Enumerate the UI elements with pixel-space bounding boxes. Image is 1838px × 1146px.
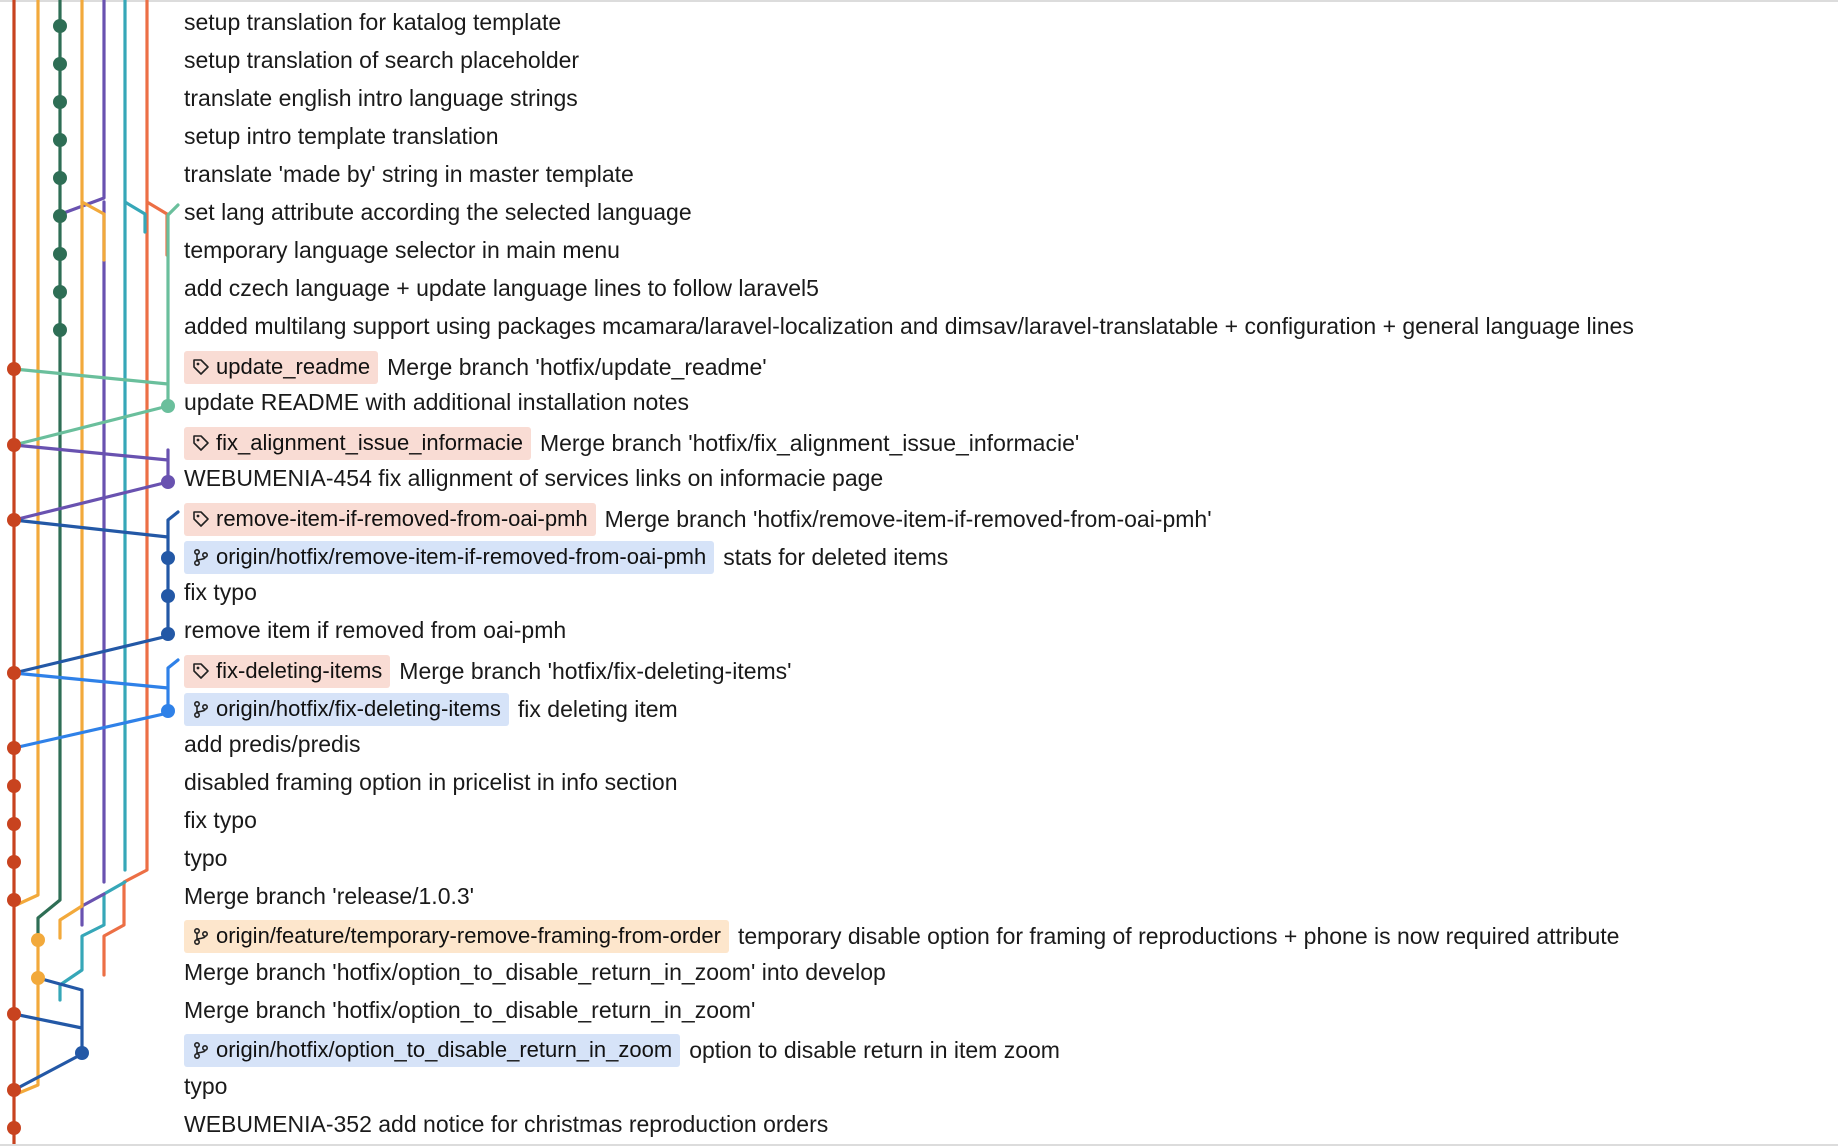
commit-row[interactable] xyxy=(184,611,1838,649)
ref-name: origin/hotfix/option_to_disable_return_in_zoom xyxy=(216,1037,673,1062)
tag-label[interactable] xyxy=(184,351,378,384)
commit-row[interactable] xyxy=(184,538,1838,576)
branch-icon xyxy=(192,700,210,718)
commit-row[interactable] xyxy=(184,991,1838,1029)
branch-label[interactable] xyxy=(184,693,509,726)
commit-message: typo xyxy=(184,1072,228,1099)
commit-message: Merge branch 'hotfix/fix-deleting-items' xyxy=(399,657,792,684)
commit-row[interactable] xyxy=(184,348,1838,386)
commit-message: setup translation of search placeholder xyxy=(184,46,580,73)
commit-row[interactable] xyxy=(184,117,1838,155)
tag-icon xyxy=(192,434,210,452)
commit-message: Merge branch 'hotfix/update_readme' xyxy=(387,353,767,380)
commit-row[interactable] xyxy=(184,1031,1838,1069)
tag-icon xyxy=(192,510,210,528)
commit-message: fix typo xyxy=(184,806,257,833)
commit-row[interactable] xyxy=(184,573,1838,611)
commit-row[interactable] xyxy=(184,383,1838,421)
commit-row[interactable] xyxy=(184,155,1838,193)
commit-message: update README with additional installation notes xyxy=(184,388,690,415)
commit-row[interactable] xyxy=(184,307,1838,345)
ref-name: origin/hotfix/remove-item-if-removed-from-oai-pmh xyxy=(216,544,707,569)
commit-message: disabled framing option in pricelist in info section xyxy=(184,768,678,795)
branch-icon xyxy=(192,548,210,566)
commit-row[interactable] xyxy=(184,269,1838,307)
branch-icon xyxy=(192,927,210,945)
commit-row[interactable] xyxy=(184,424,1838,462)
commit-message: WEBUMENIA-454 fix allignment of services links on informacie page xyxy=(184,464,884,491)
ref-name: update_readme xyxy=(216,354,371,379)
commit-row[interactable] xyxy=(184,79,1838,117)
commit-row[interactable] xyxy=(184,801,1838,839)
commit-message: Merge branch 'hotfix/remove-item-if-removed-from-oai-pmh' xyxy=(604,505,1212,532)
commit-row[interactable] xyxy=(184,500,1838,538)
commit-row[interactable] xyxy=(184,3,1838,41)
commit-message: temporary language selector in main menu xyxy=(184,236,620,263)
commit-message: remove item if removed from oai-pmh xyxy=(184,616,567,643)
commit-message: typo xyxy=(184,844,228,871)
commit-row[interactable] xyxy=(184,953,1838,991)
commit-message: setup translation for katalog template xyxy=(184,8,562,35)
commit-message: setup intro template translation xyxy=(184,122,499,149)
commit-row[interactable] xyxy=(184,877,1838,915)
tag-icon xyxy=(192,662,210,680)
ref-name: fix-deleting-items xyxy=(216,658,383,683)
commit-message: Merge branch 'release/1.0.3' xyxy=(184,882,475,909)
commit-row[interactable] xyxy=(184,193,1838,231)
commit-message: translate 'made by' string in master template xyxy=(184,160,634,187)
commit-row[interactable] xyxy=(184,725,1838,763)
commit-message: added multilang support using packages mcamara/laravel-localization and dimsav/laravel-translatable + configuration + general language lines xyxy=(184,312,1634,339)
branch-label[interactable] xyxy=(184,920,729,953)
branch-icon xyxy=(192,1041,210,1059)
commit-message: translate english intro language strings xyxy=(184,84,578,111)
commit-message: Merge branch 'hotfix/option_to_disable_return_in_zoom' xyxy=(184,996,756,1023)
commit-row[interactable] xyxy=(184,763,1838,801)
branch-label[interactable] xyxy=(184,541,714,574)
commit-message: Merge branch 'hotfix/fix_alignment_issue_informacie' xyxy=(539,429,1080,456)
ref-name: origin/feature/temporary-remove-framing-from-order xyxy=(216,923,721,948)
commit-message: add czech language + update language lines to follow laravel5 xyxy=(184,274,819,301)
commit-message: WEBUMENIA-352 add notice for christmas reproduction orders xyxy=(184,1110,829,1137)
ref-name: remove-item-if-removed-from-oai-pmh xyxy=(216,506,588,531)
commit-message: fix deleting item xyxy=(517,695,678,722)
commit-row[interactable] xyxy=(184,1105,1838,1143)
commit-message: add predis/predis xyxy=(184,730,361,757)
commit-row[interactable] xyxy=(184,459,1838,497)
branch-label[interactable] xyxy=(184,1034,680,1067)
commit-message: temporary disable option for framing of reproductions + phone is now required attribute xyxy=(737,922,1620,949)
tag-label[interactable] xyxy=(184,503,596,536)
ref-name: fix_alignment_issue_informacie xyxy=(216,430,523,455)
commit-row[interactable] xyxy=(184,917,1838,955)
commit-row[interactable] xyxy=(184,41,1838,79)
commit-message: stats for deleted items xyxy=(723,543,949,570)
commit-message: Merge branch 'hotfix/option_to_disable_return_in_zoom' into develop xyxy=(184,958,886,985)
commit-message: set lang attribute according the selected language xyxy=(184,198,692,225)
commit-row[interactable] xyxy=(184,652,1838,690)
commit-row[interactable] xyxy=(184,231,1838,269)
commit-message: fix typo xyxy=(184,578,257,605)
commit-row[interactable] xyxy=(184,839,1838,877)
commit-message: option to disable return in item zoom xyxy=(689,1036,1060,1063)
tag-label[interactable] xyxy=(184,655,390,688)
tag-icon xyxy=(192,358,210,376)
commit-row[interactable] xyxy=(184,1067,1838,1105)
tag-label[interactable] xyxy=(184,427,531,460)
commit-row[interactable] xyxy=(184,690,1838,728)
ref-name: origin/hotfix/fix-deleting-items xyxy=(216,696,501,721)
